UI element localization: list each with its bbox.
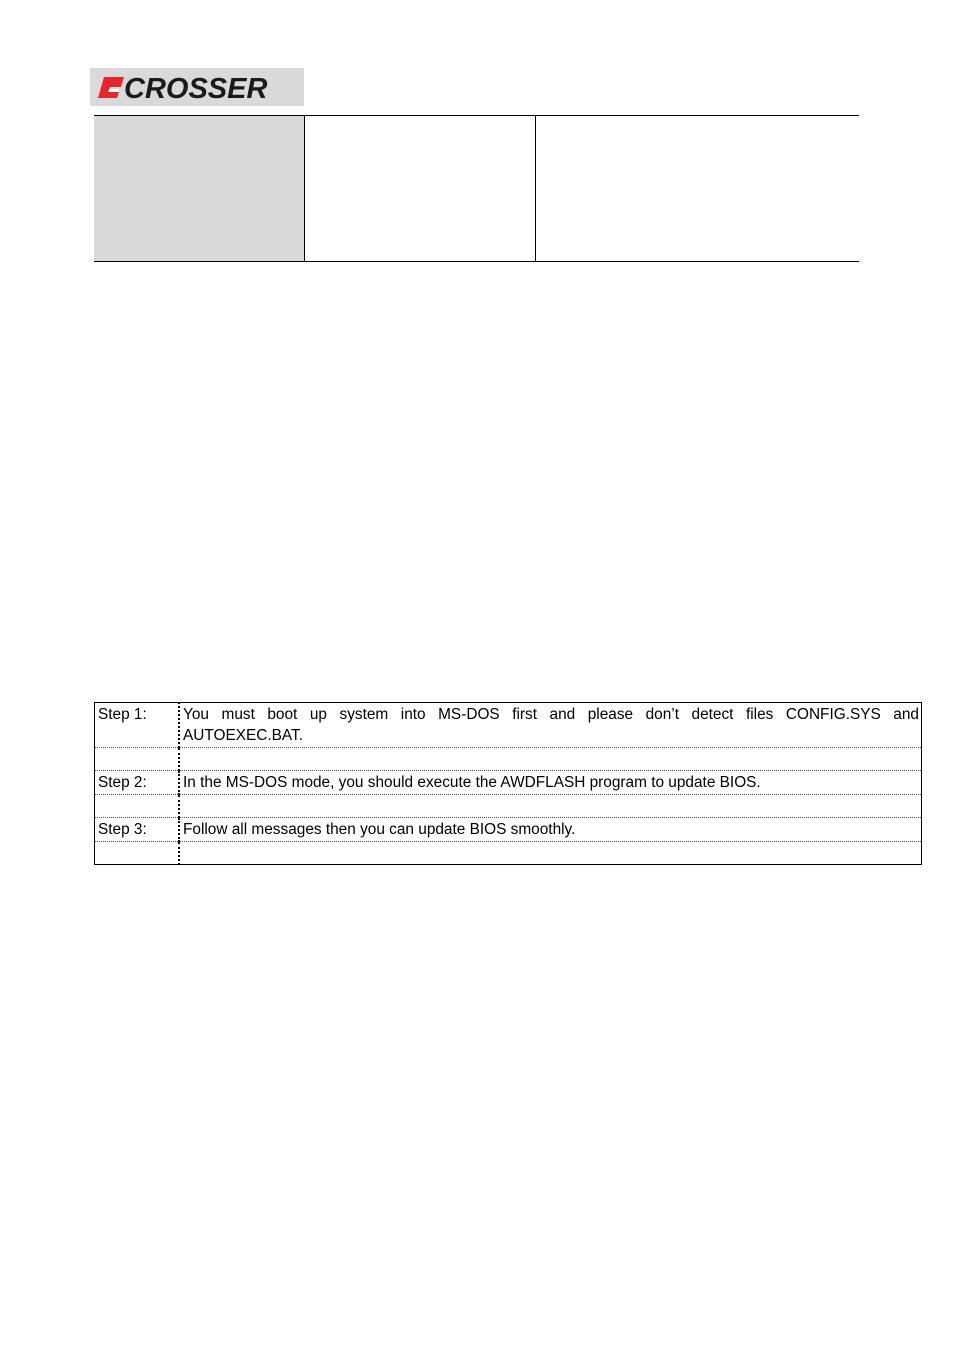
- logo-wordmark: CROSSER: [124, 73, 268, 105]
- spacer-row: [95, 842, 922, 865]
- step-text: In the MS-DOS mode, you should execute the AWDFLASH program to update BIOS.: [179, 771, 922, 795]
- header-table: [94, 115, 859, 262]
- spacer-row: [95, 748, 922, 771]
- step-row-2: [95, 771, 922, 795]
- step-row-1: [95, 703, 922, 748]
- step-text: [179, 703, 922, 748]
- step-label: Step 3:: [95, 818, 180, 842]
- step-label: Step 2:: [95, 771, 180, 795]
- step-text-line: You must boot up system into MS-DOS first and please don’t detect files CONFIG.SYS and: [183, 706, 919, 723]
- acrosser-logo-graphic: [90, 68, 304, 106]
- header-cell-right: [536, 116, 859, 261]
- step-text-line: AUTOEXEC.BAT.: [183, 727, 304, 744]
- spacer-row: [95, 795, 922, 818]
- header-cell-shaded: [94, 116, 305, 261]
- header-cell-middle: [305, 116, 536, 261]
- step-label: Step 1:: [95, 703, 180, 748]
- step-text: Follow all messages then you can update BIOS smoothly.: [179, 818, 922, 842]
- acrosser-logo: [90, 68, 304, 106]
- logo-mark-shape: [98, 77, 124, 98]
- step-row-3: [95, 818, 922, 842]
- bios-update-steps-table: [94, 702, 922, 865]
